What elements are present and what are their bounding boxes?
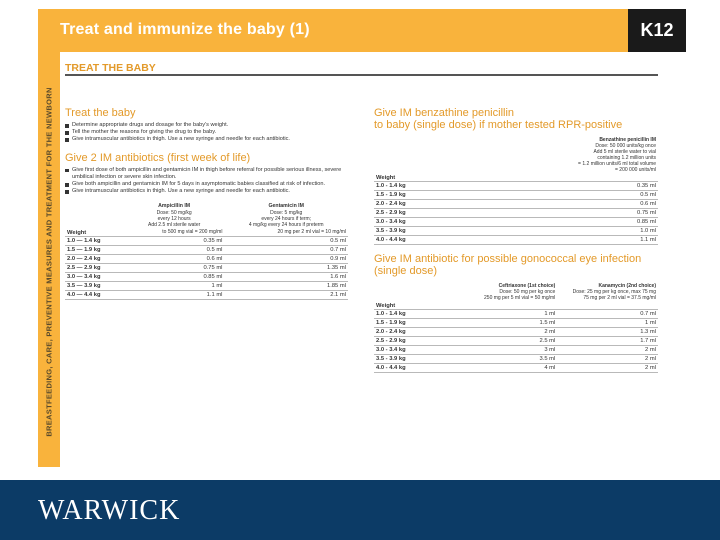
- drug-preparation: Add 2.5 ml sterile water: [148, 222, 201, 229]
- table-row: 1.5 — 1.9 kg 0.5 ml 0.7 ml: [67, 247, 346, 254]
- eye-heading-line1: Give IM antibiotic for possible gonococcal eye infection: [374, 253, 642, 265]
- treat-heading: Treat the baby: [65, 107, 136, 119]
- eye-heading-line2: (single dose): [374, 265, 437, 277]
- drug-dose: Dose: 50 mg per kg once: [499, 289, 556, 295]
- table-row: 3.0 - 3.4 kg 3 ml 2 ml: [376, 347, 656, 353]
- drug-preparation: Add 5 ml sterile water to vial: [593, 149, 656, 155]
- page-code-badge: [628, 9, 686, 52]
- list-item: Give first dose of both ampicillin and gentamicin IM in thigh before referral for possible serious illness, severe umbilical infection or severe skin infection.: [65, 167, 348, 181]
- drug-concentration: to 500 mg vial = 200 mg/ml: [124, 228, 225, 237]
- left-column: [65, 107, 348, 300]
- weight-header: Weight: [374, 173, 516, 182]
- list-item: Give both ampicillin and gentamicin IM for 5 days in asymptomatic babies classified at risk of infection.: [65, 181, 348, 188]
- table-row: 1.5 - 1.9 kg 0.5 ml: [376, 192, 656, 198]
- drug-concentration: 20 mg per 2 ml vial = 10 mg/ml: [224, 228, 348, 237]
- drug-concentration: 75 mg per 2 ml vial = 37.5 mg/ml: [583, 295, 656, 301]
- table-row: 4.0 - 4.4 kg 4 ml 2 ml: [376, 365, 656, 371]
- sidebar-label: BREASTFEEDING, CARE, PREVENTIVE MEASURES AND TREATMENT FOR THE NEWBORN: [44, 87, 54, 437]
- drug-frequency: every 12 hours: [157, 216, 191, 223]
- table-row: 4.0 - 4.4 kg 1.1 ml: [376, 237, 656, 243]
- table-row: 1.5 - 1.9 kg 1.5 ml 1 ml: [376, 320, 656, 326]
- ceftriaxone-kanamycin-table: [374, 283, 658, 373]
- weight-header: Weight: [65, 228, 124, 237]
- table-row: 1.0 - 1.4 kg 0.35 ml: [376, 183, 656, 189]
- guideline-page: [38, 9, 686, 467]
- table-row: 3.5 - 3.9 kg 1.0 ml: [376, 228, 656, 234]
- table-row: 2.5 - 2.9 kg 2.5 ml 1.7 ml: [376, 338, 656, 344]
- page-title: Treat and immunize the baby (1): [60, 21, 310, 38]
- drug-concentration: = 1.2 million units/6 ml total volume: [578, 161, 656, 167]
- drug-name: Benzathine penicillin IM: [599, 137, 656, 143]
- page-code: K12: [640, 20, 674, 40]
- list-item: Give intramuscular antibiotics in thigh. Use a new syringe and needle for each antibiotic.: [65, 136, 348, 143]
- ampicillin-gentamicin-table: [65, 202, 348, 300]
- drug-concentration: = 200 000 units/ml: [615, 167, 656, 173]
- table-row: 3.0 - 3.4 kg 0.85 ml: [376, 219, 656, 225]
- treat-bullets: [65, 122, 348, 144]
- list-item: Tell the mother the reasons for giving the drug to the baby.: [65, 129, 348, 136]
- drug-name: Gentamicin IM: [268, 203, 304, 210]
- penicillin-heading: [374, 107, 658, 131]
- drug-dose: Dose: 5 mg/kg: [270, 210, 303, 217]
- section-divider: [65, 74, 658, 76]
- table-row: 2.5 - 2.9 kg 0.75 ml: [376, 210, 656, 216]
- table-row: 1.0 - 1.4 kg 1 ml 0.7 ml: [376, 311, 656, 317]
- penicillin-heading-line1: Give IM benzathine penicillin: [374, 107, 515, 119]
- warwick-logo: WARWICK: [38, 495, 181, 526]
- im2-bullets: [65, 167, 348, 196]
- right-column: [374, 107, 658, 373]
- penicillin-table: [374, 137, 658, 245]
- table-row: 3.5 — 3.9 kg 1 ml 1.85 ml: [67, 283, 346, 290]
- eye-heading: [374, 253, 658, 277]
- table-row: 4.0 — 4.4 kg 1.1 ml 2.1 ml: [67, 292, 346, 299]
- drug-preparation: containing 1.2 million units: [597, 155, 656, 161]
- drug-dose: Dose: 25 mg per kg once, max 75 mg: [572, 289, 656, 295]
- table-row: 3.5 - 3.9 kg 3.5 ml 2 ml: [376, 356, 656, 362]
- drug-name: Kanamycin (2nd choice): [598, 283, 656, 289]
- im2-heading: Give 2 IM antibiotics (first week of life): [65, 151, 251, 164]
- list-item: Give intramuscular antibiotics in thigh. Use a new syringe and needle for each antibiotic.: [65, 188, 348, 195]
- header-bar: [38, 9, 686, 52]
- drug-frequency-preterm: 4 mg/kg every 24 hours if preterm: [248, 222, 324, 229]
- drug-concentration: 250 mg per 5 ml vial = 50 mg/ml: [484, 295, 556, 301]
- table-row: 2.0 — 2.4 kg 0.6 ml 0.9 ml: [67, 256, 346, 263]
- table-row: 2.0 - 2.4 kg 2 ml 1.3 ml: [376, 329, 656, 335]
- drug-dose: Dose: 50 000 units/kg once: [595, 143, 656, 149]
- section-title: TREAT THE BABY: [65, 62, 156, 74]
- weight-header: Weight: [374, 301, 471, 310]
- drug-name: Ampicillin IM: [158, 203, 191, 210]
- table-row: 2.0 - 2.4 kg 0.6 ml: [376, 201, 656, 207]
- penicillin-heading-line2: to baby (single dose) if mother tested RPR-positive: [374, 119, 623, 131]
- drug-frequency: every 24 hours if term;: [261, 216, 312, 223]
- table-row: 1.0 — 1.4 kg 0.35 ml 0.5 ml: [67, 238, 346, 245]
- drug-dose: Dose: 50 mg/kg: [156, 210, 192, 217]
- table-row: 3.0 — 3.4 kg 0.85 ml 1.6 ml: [67, 274, 346, 281]
- list-item: Determine appropriate drugs and dosage for the baby's weight.: [65, 122, 348, 129]
- drug-name: Ceftriaxone (1st choice): [498, 283, 556, 289]
- vertical-sidebar: [38, 52, 60, 467]
- table-row: 2.5 — 2.9 kg 0.75 ml 1.35 ml: [67, 265, 346, 272]
